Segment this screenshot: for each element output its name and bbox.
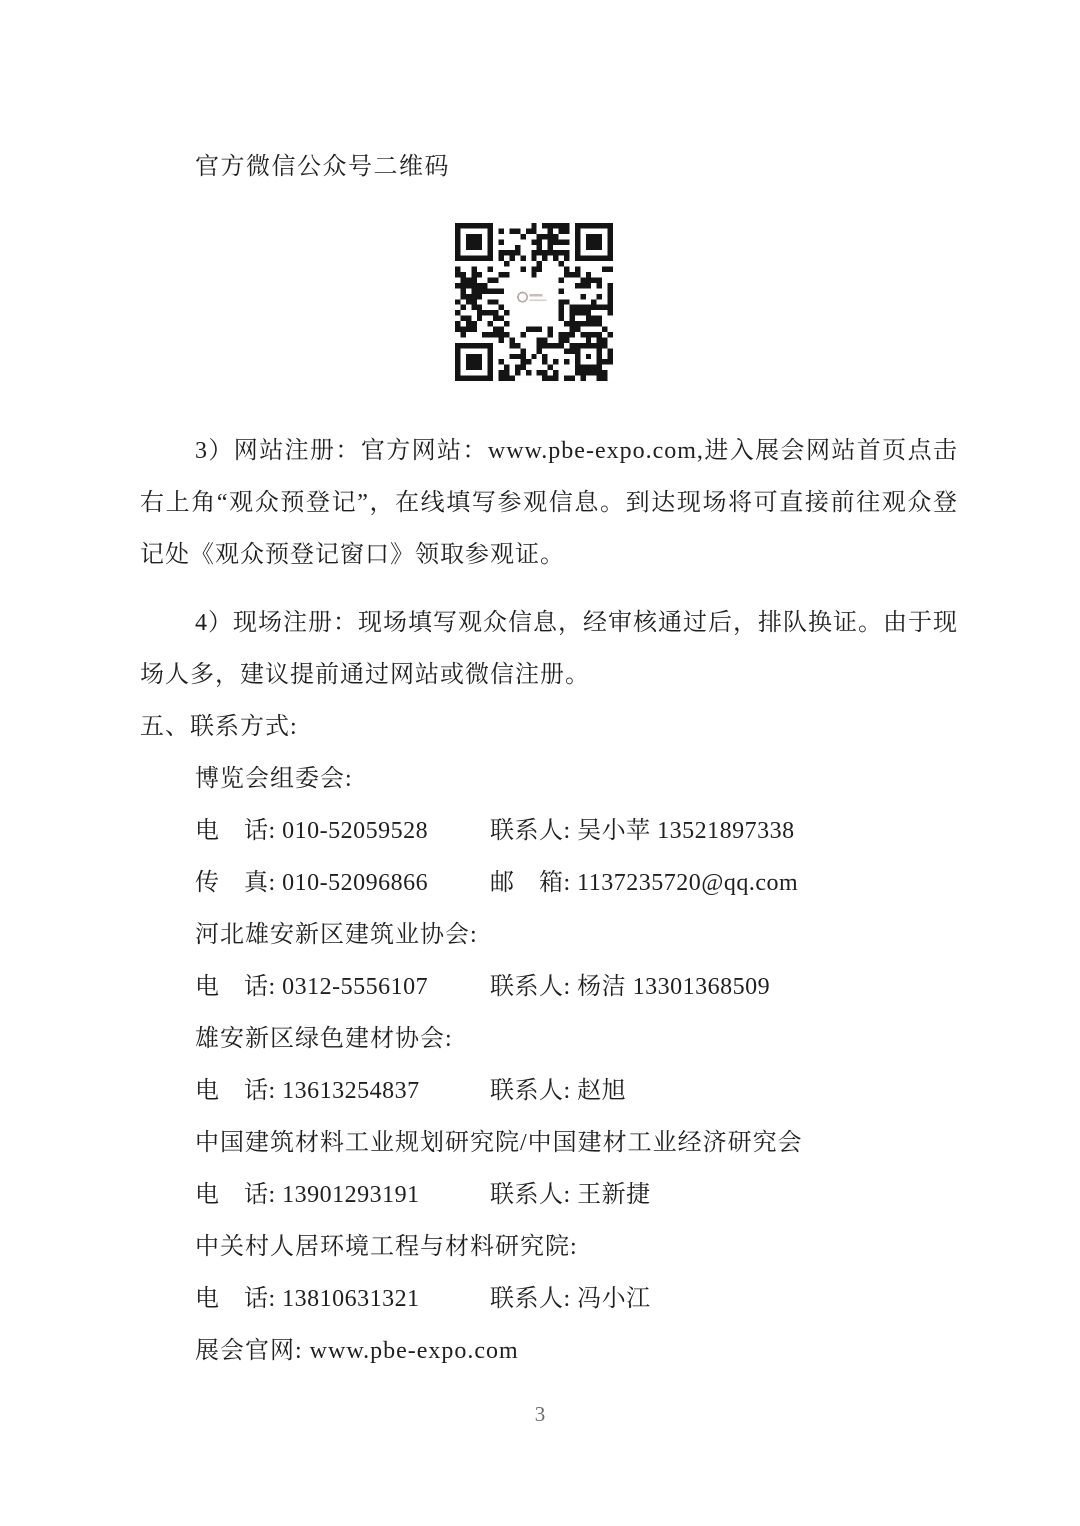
paragraph-website-registration: 3）网站注册：官方网站：www.pbe-expo.com,进入展会网站首页点击右上角“观众预登记”，在线填写参观信息。到达现场将可直接前往观众登记处《观众预登记窗口》领取参观证。	[140, 438, 958, 568]
document-content	[140, 0, 958, 1377]
contact-person: 联系人: 杨洁 13301368509	[490, 974, 771, 1000]
contact-row	[140, 1273, 958, 1325]
contact-org-label: 河北雄安新区建筑业协会:	[195, 922, 478, 948]
section-heading-contact-info: 五、联系方式:	[140, 714, 298, 740]
contact-org-label: 中关村人居环境工程与材料研究院:	[195, 1234, 578, 1260]
paragraph-onsite-registration: 4）现场注册：现场填写观众信息，经审核通过后，排队换证。由于现场人多，建议提前通过网站或微信注册。	[140, 610, 958, 688]
contact-phone: 电 话: 13901293191	[195, 1182, 420, 1208]
contact-org-name	[140, 1221, 958, 1273]
contact-org-name	[140, 753, 958, 805]
contact-org-label: 博览会组委会:	[195, 766, 353, 792]
contact-org-name	[140, 1117, 958, 1169]
wechat-qr-code	[455, 221, 613, 383]
contact-org-name	[140, 1013, 958, 1065]
qr-code-image	[455, 221, 613, 383]
contact-org-label: 中国建筑材料工业规划研究院/中国建材工业经济研究会	[195, 1130, 803, 1156]
contact-row	[140, 857, 958, 909]
contact-org-label: 展会官网: www.pbe-expo.com	[195, 1338, 519, 1364]
contact-phone: 电 话: 13810631321	[195, 1286, 420, 1312]
contacts-list	[140, 753, 958, 1377]
contact-phone: 电 话: 13613254837	[195, 1078, 420, 1104]
contact-org-label: 雄安新区绿色建材协会:	[195, 1026, 453, 1052]
contact-org-name	[140, 909, 958, 961]
contact-row	[140, 1065, 958, 1117]
qr-caption: 官方微信公众号二维码	[195, 154, 450, 180]
contact-phone: 传 真: 010-52096866	[195, 870, 429, 896]
contact-person: 联系人: 吴小苹 13521897338	[490, 818, 795, 844]
contact-phone: 电 话: 0312-5556107	[195, 974, 429, 1000]
contact-org-name	[140, 1325, 958, 1377]
contact-person: 联系人: 赵旭	[490, 1078, 627, 1104]
contact-row	[140, 805, 958, 857]
contact-person: 联系人: 王新捷	[490, 1182, 651, 1208]
contact-person: 邮 箱: 1137235720@qq.com	[490, 870, 799, 896]
contact-row	[140, 1169, 958, 1221]
contact-row	[140, 961, 958, 1013]
page-number: 3	[534, 1402, 546, 1426]
contact-person: 联系人: 冯小江	[490, 1286, 651, 1312]
contact-phone: 电 话: 010-52059528	[195, 818, 429, 844]
